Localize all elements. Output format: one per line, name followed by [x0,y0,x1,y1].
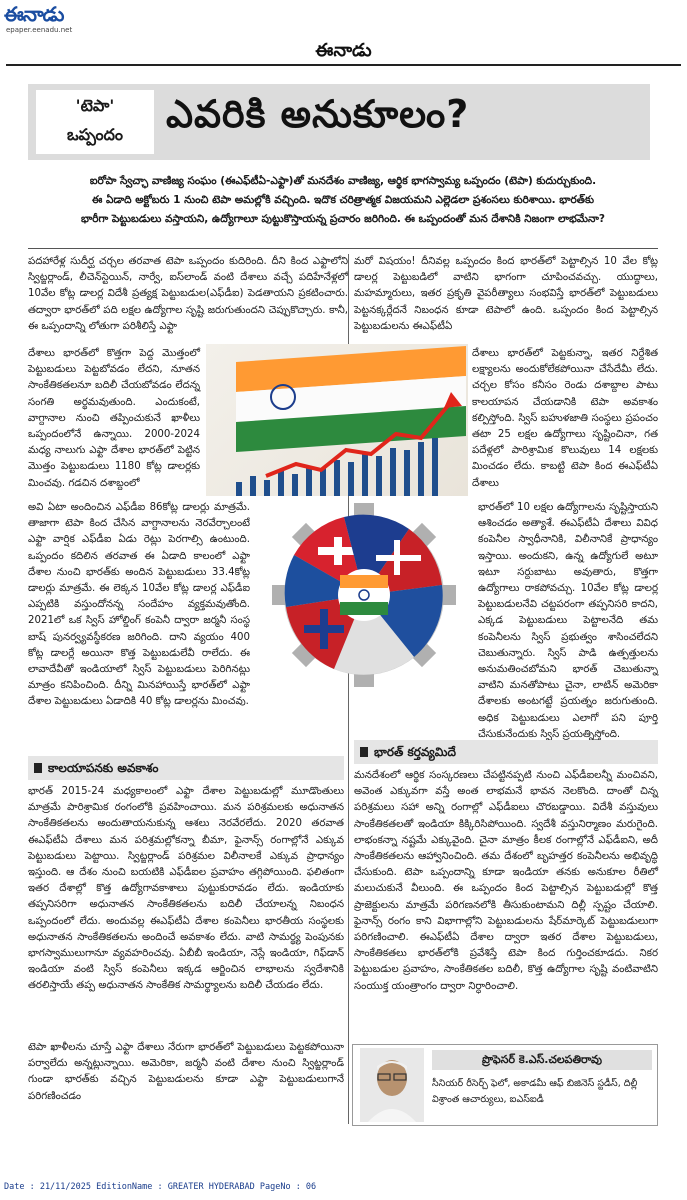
article-left-col-1 [28,254,348,346]
author-name: ప్రొఫెసర్ కె.ఎస్.చలపతిరావు [432,1050,652,1070]
article-left-col-2 [28,346,200,500]
article-paragraph: దేశాలు భారత్‌లో పెట్టకున్నా, ఇతర నిర్దేశిత లక్ష్యాలను అందుకోలేకపోయినా చేసేదేమీ లేదు. చర్చల కోసం కనీసం రెండు దశాబ్దాల పాటు కాలయాపన చేయడానికి టెపా అవకాశం కల్పిస్తోంది. స్విస్ బహుళజాతి సంస్థలు ప్రపంచం తటా 25 లక్షల ఉద్యోగాలు సృష్టించినా, గత పదేళ్లలో పారిశ్రామిక కొలువులు 14 లక్షలకు మించడం లేదు. కాబట్టి టెపా కింద ఈఎఫ్‌టీఏ దేశాలు [472,348,658,489]
kicker-box [36,90,154,154]
article-paragraph: భారత్ 2015-24 మధ్యకాలంలో ఎఫ్టా దేశాల పెట్టుబడుల్లో మూడొంతులు మాత్రమే పారిశ్రామిక రంగంలోకి ప్రవహించాయి. మన పరిశ్రమలకు అధునాతన సాంకేతికతలను అందుతాయనుకున్న ఆశలు నెరవేరలేదు. 2020 తరవాత ఈఎఫ్‌టీఏ దేశాలు మన పరిశ్రమల్లోకన్నా బీమా, ఫైనాన్స్ రంగాల్లోనే ఎక్కువ పెట్టుబడులు పెట్టాయి. స్విట్జర్లాండ్ పరిశ్రమల విలీనాలకే ఎక్కువ ప్రాధాన్యం ఇస్తుంది. ఆ దేశం నుంచి బయటికి ఎఫ్‌డీఐల ప్రవాహం తగ్గిపోయింది. ఫలితంగా ఇతర దేశాల్లో కొత్త ఉద్యోగావకాశాలు పుట్టుకురావడం లేదు. ఇండియాకు తప్పనిసరిగా అధునాతన సాంకేతికతలను బదిలీ చేయాలన్న నిబంధన ఒప్పందంలో లేదు. అందువల్ల ఈఎఫ్‌టీఏ దేశాల కంపెనీలు భారతీయ సంస్థలకు అధునాతన సాంకేతికతలను అందించే అవకాశం లేదు. వాటి సామర్థ్య పెంపునకు భాగస్వాములుగానూ వ్యవహరించవు. ఏబీబీ ఇండియా, నెస్లే ఇండియా, గిఫ్‌డాన్ ఇండియా వంటి స్విస్ కంపెనీలు ఇక్కడ ఆర్జించిన లాభాలను స్వదేశానికి తరలిస్తాయే తప్ప అధునాతన సాంకేతిక సామర్థ్యాలను బదిలీ చేయడం లేదు. [28,786,344,992]
top-bar [0,0,687,40]
intro-paragraph [28,172,658,229]
section-heading-1: కాలయాపనకు అవకాశం [28,756,344,780]
article-paragraph: మనదేశంలో ఆర్థిక సంస్కరణలు చేపట్టినప్పటి నుంచి ఎఫ్‌డీఐలన్నీ మంచివని, అవెంత ఎక్కువగా వస్తే అంత లాభమనే భావన నెలకొంది. దాంతో చిన్న పరిశ్రమలు సహా అన్ని రంగాల్లో ఎఫ్‌డీఐలు చొరబడ్డాయి. విదేశీ వస్తువులు సాంకేతికతలతో ఇండియా కిక్కిరిసిపోయింది. స్వదేశీ వస్తునిర్మాణం మరుగైంది. లాభంకన్నా నష్టమే ఎక్కువైంది. చైనా మాత్రం కీలక రంగాల్లోనే ఎఫ్‌డీఐని, అదీ సాంకేతికతలను ఆహ్వానించింది. తమ దేశంలో బృహత్తర కంపెనీలను అభివృద్ధి చేసుకుంది. టెపా ఒప్పందాన్ని కూడా ఇండియా తనకు అనుకూల రీతిలో మలుచుకునే వీలుంది. ఈ ఒప్పందం కింద పెట్టాల్సిన పెట్టుబడుల్లో కొత్త ప్రాజెక్టులను మాత్రమే పరిగణనలోకి తీసుకుంటామని దిల్లీ స్పష్టం చేయాలి. ఫైనాన్స్ రంగం కాని విభాగాల్లోని పెట్టుబడులను షేర్‌మార్కెట్ పెట్టుబడులుగా పరిగణించాలి. ఈఎఫ్‌టీఏ దేశాల ద్వారా ఇతర దేశాల పెట్టుబడులు, సాంకేతికతలు భారత్‌లోకి ప్రవేశిస్తే టెపా కింద గుర్తించకూడదు. నికర పెట్టుబడుల ప్రవాహం, సాంకేతికతల బదిలీ, కొత్త ఉద్యోగాల సృష్టి వంటివాటిని సంయుక్త యంత్రాంగం ద్వారా నిర్ధారించాలి. [354,770,658,992]
article-right-col-3a [478,500,658,740]
kicker-top: 'టెపా' [75,96,115,115]
efta-flags-gear-illustration [254,500,474,690]
article-left-col-4 [28,784,344,1036]
article-left-col-3 [28,500,250,750]
article-paragraph: దేశాలు భారత్‌లో కొత్తగా పెద్ద మొత్తంలో పెట్టుబడులు పెట్టబోవడం లేదని, నూతన సాంకేతికతలనూ బదిలీ చేయబోవడం లేదన్న సంగతి అర్థమవుతుంది. ఎందుకంటే, వాగ్దానాల నుంచి తప్పించుకునే ఖాళీలు ఒప్పందంలోనే ఉన్నాయి. 2000-2024 మధ్య నాలుగు ఎఫ్టా దేశాల భారత్‌లో పెట్టిన మొత్తం పెట్టుబడులు 1180 కోట్ల డాలర్లకు మించవు. గడచిన దశాబ్దంలో [28,348,200,489]
article-left-col-5 [28,1040,344,1124]
article-right-col-2 [472,346,658,500]
article-paragraph: టెపా ఖాళీలను చూస్తే ఎఫ్టా దేశాలు నేరుగా భారత్‌లో పెట్టుబడులు పెట్టకపోయినా పర్వాలేదు అన్నట్లున్నాయి. అమెరికా, జర్మనీ వంటి దేశాల నుంచి స్విట్జర్లాండ్ గుండా భారత్‌కు వచ్చిన పెట్టుబడులను కూడా ఎఫ్టా పెట్టుబడులుగానే పరిగణించడం [28,1042,344,1102]
eenadu-logo[interactable]: ఈనాడు [4,2,64,26]
kicker-bottom: ఒప్పందం [66,125,123,144]
masthead-rule [6,64,681,66]
rising-arrow-icon [266,384,466,484]
intro-rule [28,248,658,249]
author-title: సీనియర్ రీసెర్చ్ ఫెలో, అకాడమీ ఆఫ్ బిజినెస్ స్టడీస్, దిల్లీ విశ్రాంత ఆచార్యులు, ఐఎస్‌ఐడీ [432,1078,638,1105]
india-growth-illustration [206,344,468,496]
headline-box [28,84,650,160]
article-right-col-4 [354,768,658,1038]
intro-line-3: భారీగా పెట్టుబడులు వస్తాయని, ఉద్యోగాలూ పుట్టుకొస్తాయన్న ప్రచారం జరిగింది. ఈ ఒప్పందంతో మన దేశానికి నిజంగా లాభమేనా? [81,213,605,225]
bar-decoration [250,476,256,496]
logo-url: epaper.eenadu.net [6,26,73,34]
bar-decoration [236,482,242,496]
page-title: ఎవరికి అనుకూలం? [166,92,470,136]
article-right-col-1 [354,254,658,346]
edition-footer: Date : 21/11/2025 EditionName : GREATER HYDERABAD PageNo : 06 [4,1182,317,1192]
section-heading-2: భారత్ కర్తవ్యమిదే [354,740,658,764]
article-paragraph: అవి ఏటా అందించిన ఎఫ్‌డీఐ 86కోట్ల డాలర్లు మాత్రమే. తాజాగా టెపా కింద చేసిన వాగ్దానాలను నెరవేర్చాలంటే ఎఫ్టా వార్షిక ఎఫ్‌డీఐ ఏడు రెట్లు పెరగాల్సి ఉంటుంది. ఒప్పందం కదిలిన తరవాత ఈ ఏడాది కాలంలో ఎఫ్టా దేశాల నుంచి భారత్‌కు అందిన పెట్టుబడులు 33.4కోట్ల డాలర్లు మాత్రమే. ఈ లెక్కన 10వేల కోట్ల డాలర్ల ఎఫ్‌డీఐ ఎప్పటికి వస్తుందోనన్న సందేహం వ్యక్తమవుతోంది. 2021లో ఒక స్విస్ హోల్డింగ్ కంపెనీ ద్వారా జర్మనీ సంస్థ బాష్ పునర్వ్యవస్థీకరణ జరిగింది. దాని వ్యయం 400 కోట్ల డాలర్లే అయినా కొత్త పెట్టుబడులేవీ రాలేదు. ఈ లావాదేవీతో ఇండియాలో స్విస్ పెట్టుబడులు పెరిగినట్లు మాత్రం కనిపించింది. దీన్ని మినహాయిస్తే భారత్‌లో ఎఫ్టా దేశాల పెట్టుబడులు ఏడాదికి 40 కోట్ల డాలర్లను మించవు. [28,502,250,708]
author-photo [360,1048,424,1122]
author-avatar-icon [360,1048,424,1122]
article-paragraph: భారత్‌లో 10 లక్షల ఉద్యోగాలను సృష్టిస్తాయని ఆశించడం అత్యాశే. ఈఎఫ్‌టీఏ దేశాలు వివిధ కంపెనీల స్వాధీనానికి, విలీనానికే ప్రాధాన్యం ఇస్తాయి. అందుకని, ఉన్న ఉద్యోగులే అటూ ఇటూ సర్దుబాటు అవుతారు, కొత్తగా ఉద్యోగాలు రాకపోవచ్చు. 10వేల కోట్ల డాలర్ల పెట్టుబడులనేవి చట్టపరంగా తప్పనిసరి కాదని, ఎక్కడ పెట్టుబడులు పెట్టాలనేది తమ కంపెనీలను స్విస్ ప్రభుత్వం శాసించలేదని చెబుతున్నారు. స్విస్ పాడి ఉత్పత్తులను అనుమతించబోమని భారత్ చెబుతున్నా వాటిని మనతోపాటు చైనా, లాటిన్ అమెరికా దేశాలకు అంటగట్టే ప్రయత్నం జరుగుతుంది. అధిక పెట్టుబడులు ఎలాగో పని పూర్తి చేసుకునేందుకు స్విస్ ప్రయత్నిస్తోంది. [478,502,658,740]
article-paragraph: మరో విషయం! దీనివల్ల ఒప్పందం కింద భారత్‌లో పెట్టాల్సిన 10 వేల కోట్ల డాలర్ల పెట్టుబడిలో వాటిని భాగంగా చూపించవచ్చు. యుద్ధాలు, మహమ్మారులు, ఇతర ప్రకృతి వైపరీత్యాలు సంభవిస్తే భారత్‌లో పెట్టుబడులు పెట్టనక్కర్లేదనే నిబంధన కూడా టెపాలో ఉంది. ఒప్పందం కింద పెట్టాల్సిన పెట్టుబడులను ఈఎఫ్‌టీఏ [354,256,658,332]
intro-line-1: ఐరోపా స్వేచ్ఛా వాణిజ్య సంఘం (ఈఎఫ్‌టీఏ-ఎఫ్టా)తో మనదేశం వాణిజ్య, ఆర్థిక భాగస్వామ్య ఒప్పందం (టెపా) కుదుర్చుకుంది. [89,175,597,187]
intro-line-2: ఈ ఏడాది అక్టోబరు 1 నుంచి టెపా అమల్లోకి వచ్చింది. ఇదొక చరిత్రాత్మక విజయమని ఎల్లెడలా ప్రశంసలు కురిశాయి. భారత్‌కు [91,194,595,206]
article-paragraph: పదహారేళ్ల సుదీర్ఘ చర్చల తరవాత టెపా ఒప్పందం కుదిరింది. దీని కింద ఎఫ్టాలోని స్విట్జర్లాండ్, లీచెన్‌స్టెయిన్, నార్వే, ఐస్‌లాండ్ వంటి దేశాలు వచ్చే పదిహేనేళ్లలో 10వేల కోట్ల డాలర్ల విదేశీ ప్రత్యక్ష పెట్టుబడుల(ఎఫ్‌డీఐ) పెడతాయని ప్రకటించారు. తద్వారా భారత్‌లో పది లక్షల ఉద్యోగాల సృష్టి జరుగుతుందని చెప్పుకొచ్చారు. కానీ, ఈ ఒప్పందాన్ని లోతుగా పరిశీలిస్తే ఎఫ్టా [28,256,348,332]
paper-name: ఈనాడు [315,40,372,61]
